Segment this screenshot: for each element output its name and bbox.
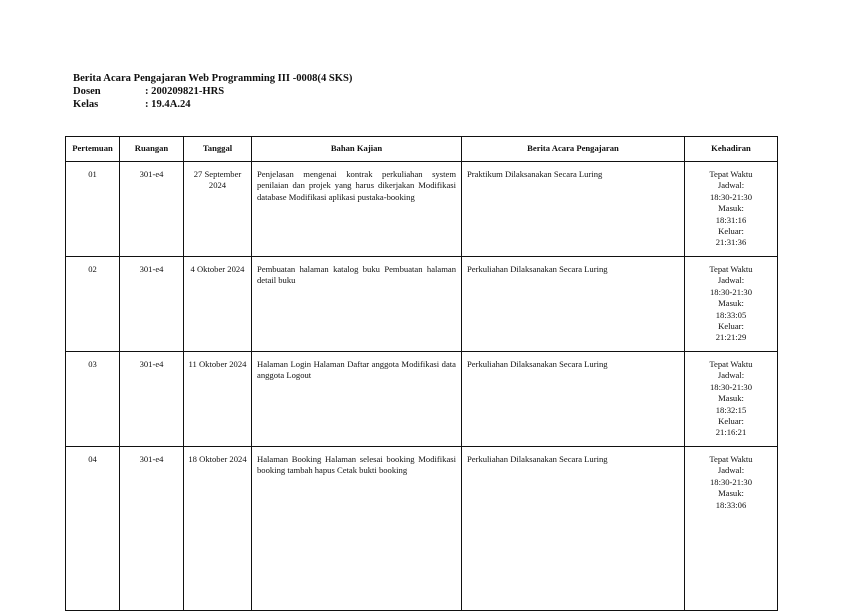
kehadiran-masuk-label: Masuk: <box>718 488 744 499</box>
kehadiran-status: Tepat Waktu <box>709 454 753 464</box>
kehadiran-jadwal-label: Jadwal: <box>717 465 745 476</box>
schedule-table <box>65 136 778 611</box>
kehadiran-cell <box>685 352 778 447</box>
document-title: Berita Acara Pengajaran Web Programming III -0008(4 SKS) <box>73 73 353 84</box>
ruangan-cell: 301-e4 <box>120 447 184 611</box>
kehadiran-keluar: 21:31:36 <box>715 237 747 248</box>
bahan-kajian-cell: Halaman Booking Halaman selesai booking Modifikasi booking tambah hapus Cetak bukti booking <box>252 447 462 611</box>
kehadiran-jadwal-label: Jadwal: <box>717 370 745 381</box>
pertemuan-cell: 01 <box>66 162 120 257</box>
pertemuan-cell: 03 <box>66 352 120 447</box>
kehadiran-keluar-label: Keluar: <box>718 321 744 332</box>
column-header-bahan-kajian: Bahan Kajian <box>252 137 462 162</box>
table-row <box>66 447 778 611</box>
berita-acara-cell: Perkuliahan Dilaksanakan Secara Luring <box>462 447 685 611</box>
column-header-berita-acara: Berita Acara Pengajaran <box>462 137 685 162</box>
kehadiran-cell <box>685 257 778 352</box>
kehadiran-jadwal: 18:30-21:30 <box>709 381 752 392</box>
kehadiran-keluar-label: Keluar: <box>718 416 744 427</box>
kehadiran-masuk-label: Masuk: <box>718 298 744 309</box>
kelas-value: : 19.4A.24 <box>145 99 191 110</box>
column-header-pertemuan: Pertemuan <box>66 137 120 162</box>
ruangan-cell: 301-e4 <box>120 257 184 352</box>
kelas-label: Kelas <box>73 99 99 110</box>
kehadiran-masuk-label: Masuk: <box>718 393 744 404</box>
tanggal-cell: 4 Oktober 2024 <box>184 257 252 352</box>
kehadiran-keluar: 21:21:29 <box>715 332 747 343</box>
kehadiran-status: Tepat Waktu <box>709 359 753 369</box>
kehadiran-jadwal: 18:30-21:30 <box>709 476 752 487</box>
table-row <box>66 162 778 257</box>
dosen-row <box>73 85 773 98</box>
kehadiran-status: Tepat Waktu <box>709 169 753 179</box>
berita-acara-cell: Perkuliahan Dilaksanakan Secara Luring <box>462 352 685 447</box>
pertemuan-cell: 04 <box>66 447 120 611</box>
kehadiran-masuk: 18:31:16 <box>715 214 747 225</box>
table-header-row <box>66 137 778 162</box>
tanggal-cell: 18 Oktober 2024 <box>184 447 252 611</box>
tanggal-cell: 27 September 2024 <box>184 162 252 257</box>
table-row <box>66 257 778 352</box>
kelas-row <box>73 98 773 111</box>
ruangan-cell: 301-e4 <box>120 352 184 447</box>
kehadiran-masuk: 18:33:06 <box>715 499 747 510</box>
kehadiran-masuk-label: Masuk: <box>718 203 744 214</box>
kehadiran-jadwal: 18:30-21:30 <box>709 286 752 297</box>
dosen-label: Dosen <box>73 86 101 97</box>
kehadiran-keluar-label: Keluar: <box>718 226 744 237</box>
document-header <box>73 72 773 111</box>
column-header-tanggal: Tanggal <box>184 137 252 162</box>
bahan-kajian-cell: Halaman Login Halaman Daftar anggota Modifikasi data anggota Logout <box>252 352 462 447</box>
table-row <box>66 352 778 447</box>
ruangan-cell: 301-e4 <box>120 162 184 257</box>
kehadiran-keluar: 21:16:21 <box>715 427 747 438</box>
kehadiran-masuk: 18:32:15 <box>715 404 747 415</box>
kehadiran-cell <box>685 162 778 257</box>
kehadiran-jadwal: 18:30-21:30 <box>709 191 752 202</box>
column-header-kehadiran: Kehadiran <box>685 137 778 162</box>
bahan-kajian-cell: Penjelasan mengenai kontrak perkuliahan system penilaian dan projek yang harus dikerjakan Modifikasi database Modifikasi aplikasi pustaka-booking <box>252 162 462 257</box>
berita-acara-cell: Perkuliahan Dilaksanakan Secara Luring <box>462 257 685 352</box>
berita-acara-cell: Praktikum Dilaksanakan Secara Luring <box>462 162 685 257</box>
kehadiran-jadwal-label: Jadwal: <box>717 275 745 286</box>
pertemuan-cell: 02 <box>66 257 120 352</box>
kehadiran-masuk: 18:33:05 <box>715 309 747 320</box>
tanggal-cell: 11 Oktober 2024 <box>184 352 252 447</box>
kehadiran-cell <box>685 447 778 611</box>
dosen-value: : 200209821-HRS <box>145 86 225 97</box>
kehadiran-status: Tepat Waktu <box>709 264 753 274</box>
column-header-ruangan: Ruangan <box>120 137 184 162</box>
bahan-kajian-cell: Pembuatan halaman katalog buku Pembuatan halaman detail buku <box>252 257 462 352</box>
kehadiran-jadwal-label: Jadwal: <box>717 180 745 191</box>
